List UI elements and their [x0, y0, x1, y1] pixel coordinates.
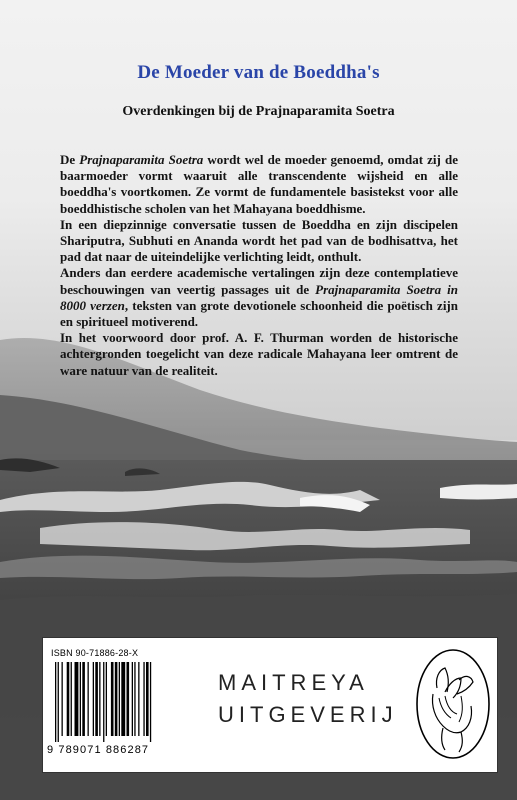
- barcode-bar: [121, 662, 125, 736]
- book-title: De Moeder van de Boeddha's: [137, 62, 380, 83]
- barcode-bar: [99, 662, 100, 736]
- barcode-bar: [146, 662, 149, 736]
- barcode-bar: [138, 662, 139, 736]
- barcode-bar: [58, 662, 59, 742]
- barcode-bar: [67, 662, 70, 736]
- barcode-bar: [71, 662, 72, 736]
- hands-lotus-logo-icon: [415, 648, 491, 760]
- blurb-paragraph-1: De Prajnaparamita Soetra wordt wel de moeder genoemd, omdat zij de baarmoeder vormt waaruit alle transcendente wijsheid en alle boeddha's voortkomen. Ze vormt de fundamentele basistekst voor alle boeddhistische scholen van het Mahayana boeddhisme.: [60, 152, 458, 216]
- barcode-bar: [93, 662, 94, 736]
- blurb-paragraph-3: Anders dan eerdere academische vertalingen zijn deze contemplatieve beschouwingen van veertig passages uit de Prajnaparamita Soetra in 8000 verzen, teksten van grote devotionele schoonheid die poëtisch zijn en spiritueel motiverend.: [60, 265, 459, 330]
- barcode-bar: [88, 662, 89, 736]
- barcode-bar: [75, 662, 79, 736]
- isbn-label: ISBN 90-71886-28-X: [51, 648, 139, 658]
- barcode-bar: [55, 662, 56, 742]
- barcode-bar: [103, 662, 104, 742]
- blurb-paragraph-2: In een diepzinnige conversatie tussen de Boeddha en zijn discipelen Shariputra, Subhuti en Ananda wordt het pad van de bodhisattva, het pad dat naar de uiteindelijke verlichting leidt, onthult.: [60, 216, 458, 265]
- book-subtitle: Overdenkingen bij de Prajnaparamita Soetra: [122, 104, 395, 119]
- italic-text: Prajnaparamita Soetra: [79, 152, 204, 167]
- barcode-bar: [143, 662, 144, 736]
- barcode-bar: [132, 662, 133, 736]
- barcode-bar: [111, 662, 114, 736]
- barcode-bar: [62, 662, 63, 736]
- barcode-digits: 9 789071 886287: [47, 744, 150, 756]
- barcode-bar: [150, 662, 151, 742]
- barcode-bar: [95, 662, 98, 736]
- barcode-bar: [82, 662, 85, 736]
- blurb: [60, 152, 458, 379]
- blurb-paragraph-4: In het voorwoord door prof. A. F. Thurman worden de historische achtergronden toegelicht van deze radicale Mahayana leer omtrent de ware natuur van de realiteit.: [60, 330, 458, 378]
- barcode-bar: [119, 662, 120, 736]
- barcode: [53, 662, 203, 742]
- barcode-bar: [127, 662, 130, 736]
- publisher-panel: [42, 637, 498, 773]
- barcode-bar: [134, 662, 135, 736]
- publisher-name-line-2: UITGEVERIJ: [218, 702, 398, 727]
- publisher-name-line-1: MAITREYA: [218, 670, 369, 695]
- barcode-bar: [106, 662, 107, 736]
- barcode-bar: [80, 662, 81, 736]
- barcode-bar: [115, 662, 118, 736]
- italic-text: Prajnaparamita Soetra in 8000 verzen: [60, 281, 459, 313]
